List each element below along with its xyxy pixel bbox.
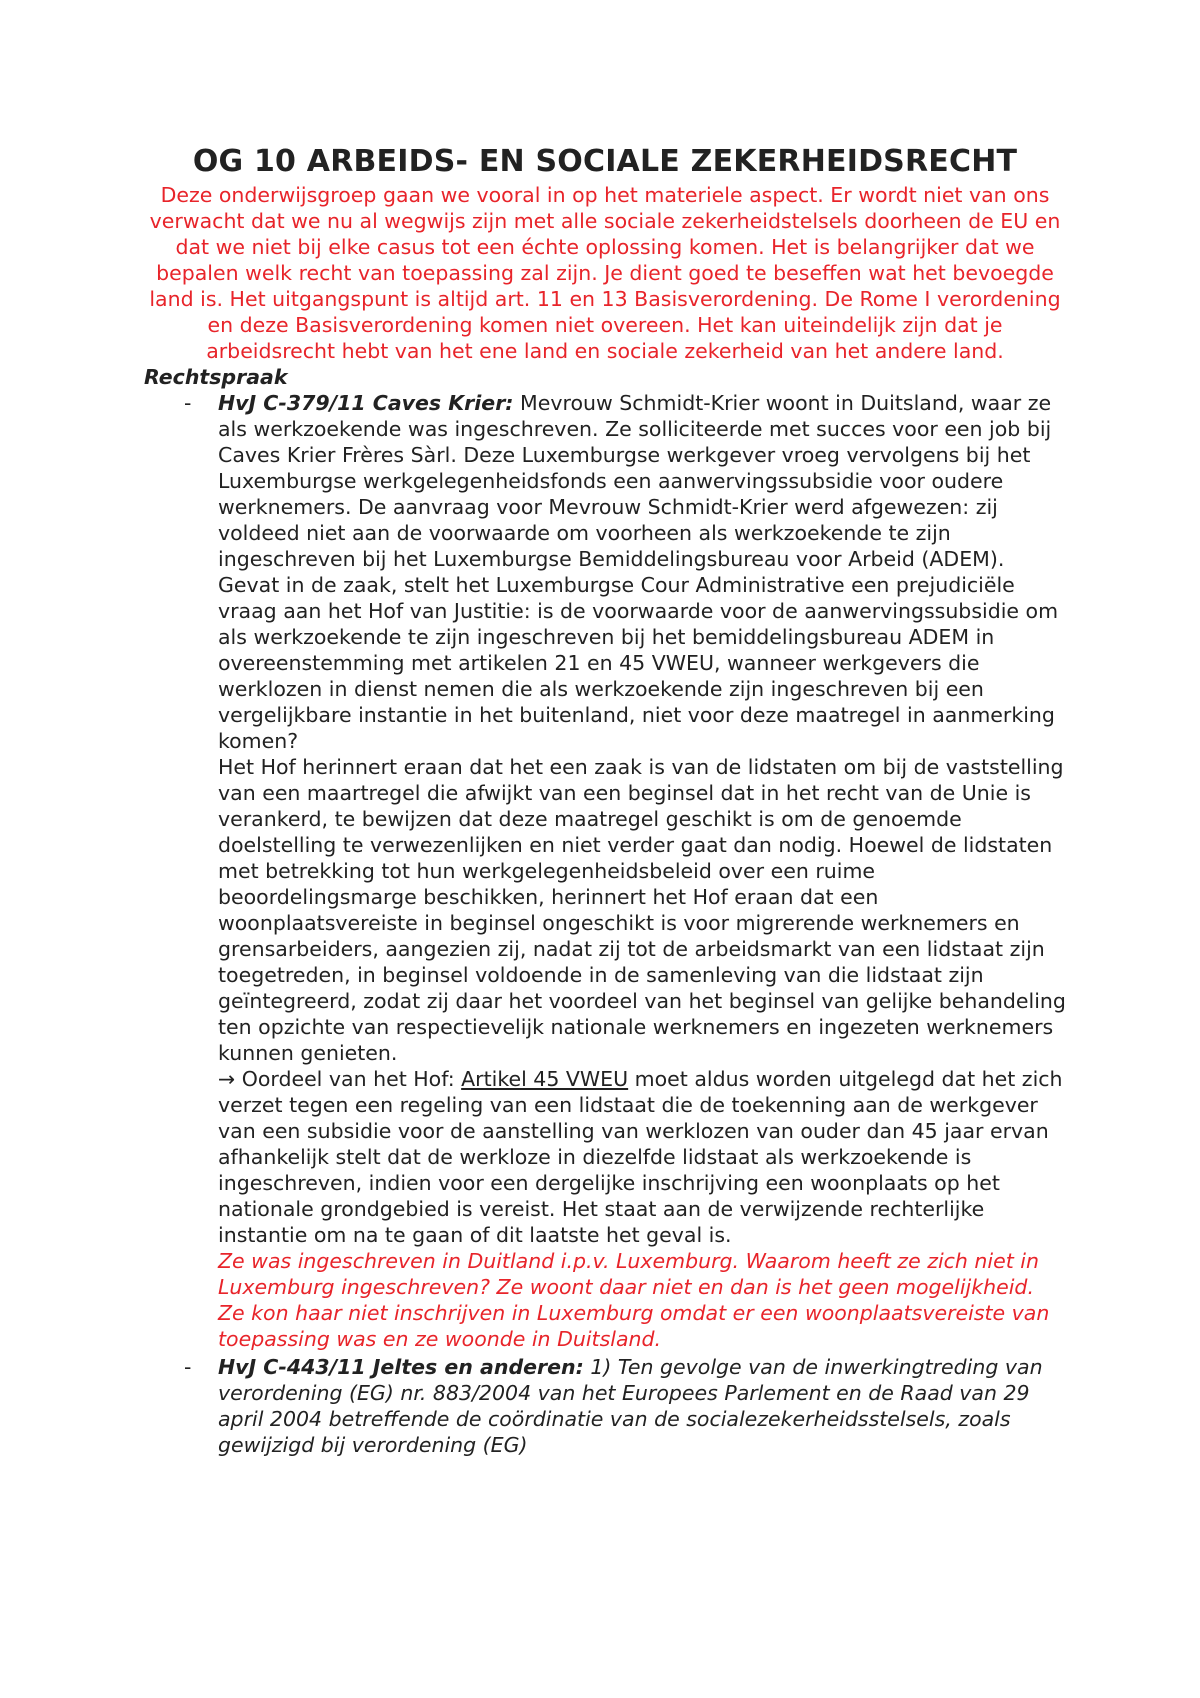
document-title: OG 10 ARBEIDS- EN SOCIALE ZEKERHEIDSRECHT (192, 144, 1018, 179)
case-item-jeltes (144, 1354, 1066, 1458)
case-summary: Mevrouw Schmidt-Krier woont in Duitsland, waar ze als werkzoekende was ingeschreven. Ze solliciteerde met succes voor een job bij Caves Krier Frères Sàrl. Deze Luxemburgse werkgever vroeg vervolgens bij het Luxemburgse werkgelegenheidsfonds een aanwervingssubsidie voor oudere werknemers. De aanvraag voor Mevrouw Schmidt-Krier werd afgewezen: zij voldeed niet aan de voorwaarde om voorheen als werkzoekende te zijn ingeschreven bij het Luxemburgse Bemiddelingsbureau voor Arbeid (ADEM). Gevat in de zaak, stelt het Luxemburgse Cour Administrative een prejudiciële vraag aan het Hof van Justitie: is de voorwaarde voor de aanwervingssubsidie om als werkzoekende te zijn ingeschreven bij het bemiddelingsbureau ADEM in overeenstemming met artikelen 21 en 45 VWEU, wanneer werkgevers die werklozen in dienst nemen die als werkzoekende zijn ingeschreven bij een vergelijkbare instantie in het buitenland, niet voor deze maatregel in aanmerking komen? (218, 391, 1059, 753)
case-name: HvJ C-379/11 Caves Krier: (218, 391, 514, 415)
case-summary-paragraph (218, 1354, 1066, 1458)
case-judgment (218, 1066, 1066, 1248)
document-content (144, 142, 1066, 1460)
case-name: HvJ C-443/11 Jeltes en anderen: (218, 1355, 584, 1379)
judgment-text: moet aldus worden uitgelegd dat het zich verzet tegen een regeling van een lidstaat die de toekenning aan de werkgever van een subsidie voor de aanstelling van werklozen van ouder dan 45 jaar ervan afhankelijk stelt dat de werkloze in diezelfde lidstaat als werkzoekende is ingeschreven, indien voor een dergelijke inschrijving een woonplaats op het nationale grondgebied is vereist. Het staat aan de verwijzende rechterlijke instantie om na te gaan of dit laatste het geval is. (218, 1067, 1063, 1247)
case-list (144, 390, 1066, 1458)
case-note: Ze was ingeschreven in Duitland i.p.v. Luxemburg. Waarom heeft ze zich niet in Luxemburg ingeschreven? Ze woont daar niet en dan is het geen mogelijkheid. Ze kon haar niet inschrijven in Luxemburg omdat er een woonplaatsvereiste van toepassing was en ze woonde in Duitsland. (218, 1249, 1050, 1351)
list-bullet: - (184, 1355, 192, 1379)
case-item-caves-krier (144, 390, 1066, 1352)
case-reasoning: Het Hof herinnert eraan dat het een zaak is van de lidstaten om bij de vaststelling van een maartregel die afwijkt van een beginsel dat in het recht van de Unie is verankerd, te bewijzen dat deze maatregel geschikt is om de genoemde doelstelling te verwezenlijken en niet verder gaat dan nodig. Hoewel de lidstaten met betrekking tot hun werkgelegenheidsbeleid over een ruime beoordelingsmarge beschikken, herinnert het Hof eraan dat een woonplaatsvereiste in beginsel ongeschikt is voor migrerende werknemers en grensarbeiders, aangezien zij, nadat zij tot de arbeidsmarkt van een lidstaat zijn toegetreden, in beginsel voldoende in de samenleving van die lidstaat zijn geïntegreerd, zodat zij daar het voordeel van het beginsel van gelijke behandeling ten opzichte van respectievelijk nationale werknemers en ingezeten werknemers kunnen genieten. (218, 755, 1066, 1065)
case-summary-paragraph (218, 390, 1066, 754)
list-bullet: - (184, 391, 192, 415)
article-45-link[interactable]: Artikel 45 VWEU (461, 1067, 629, 1091)
case-summary: 1) Ten gevolge van de inwerkingtreding van verordening (EG) nr. 883/2004 van het Europees Parlement en de Raad van 29 april 2004 betreffende de coördinatie van de socialezekerheidsstelsels, zoals gewijzigd bij verordening (EG) (218, 1355, 1043, 1457)
intro-paragraph: Deze onderwijsgroep gaan we vooral in op het materiele aspect. Er wordt niet van ons verwacht dat we nu al wegwijs zijn met alle sociale zekerheidstelsels doorheen de EU en dat we niet bij elke casus tot een échte oplossing komen. Het is belangrijker dat we bepalen welk recht van toepassing zal zijn. Je dient goed te beseffen wat het bevoegde land is. Het uitgangspunt is altijd art. 11 en 13 Basisverordening. De Rome I verordening en deze Basisverordening komen niet overeen. Het kan uiteindelijk zijn dat je arbeidsrecht hebt van het ene land en sociale zekerheid van het andere land. (149, 183, 1061, 363)
judgment-prefix: Oordeel van het Hof: (235, 1067, 462, 1091)
arrow-icon: → (218, 1067, 236, 1091)
section-heading-rechtspraak: Rechtspraak (144, 365, 288, 389)
